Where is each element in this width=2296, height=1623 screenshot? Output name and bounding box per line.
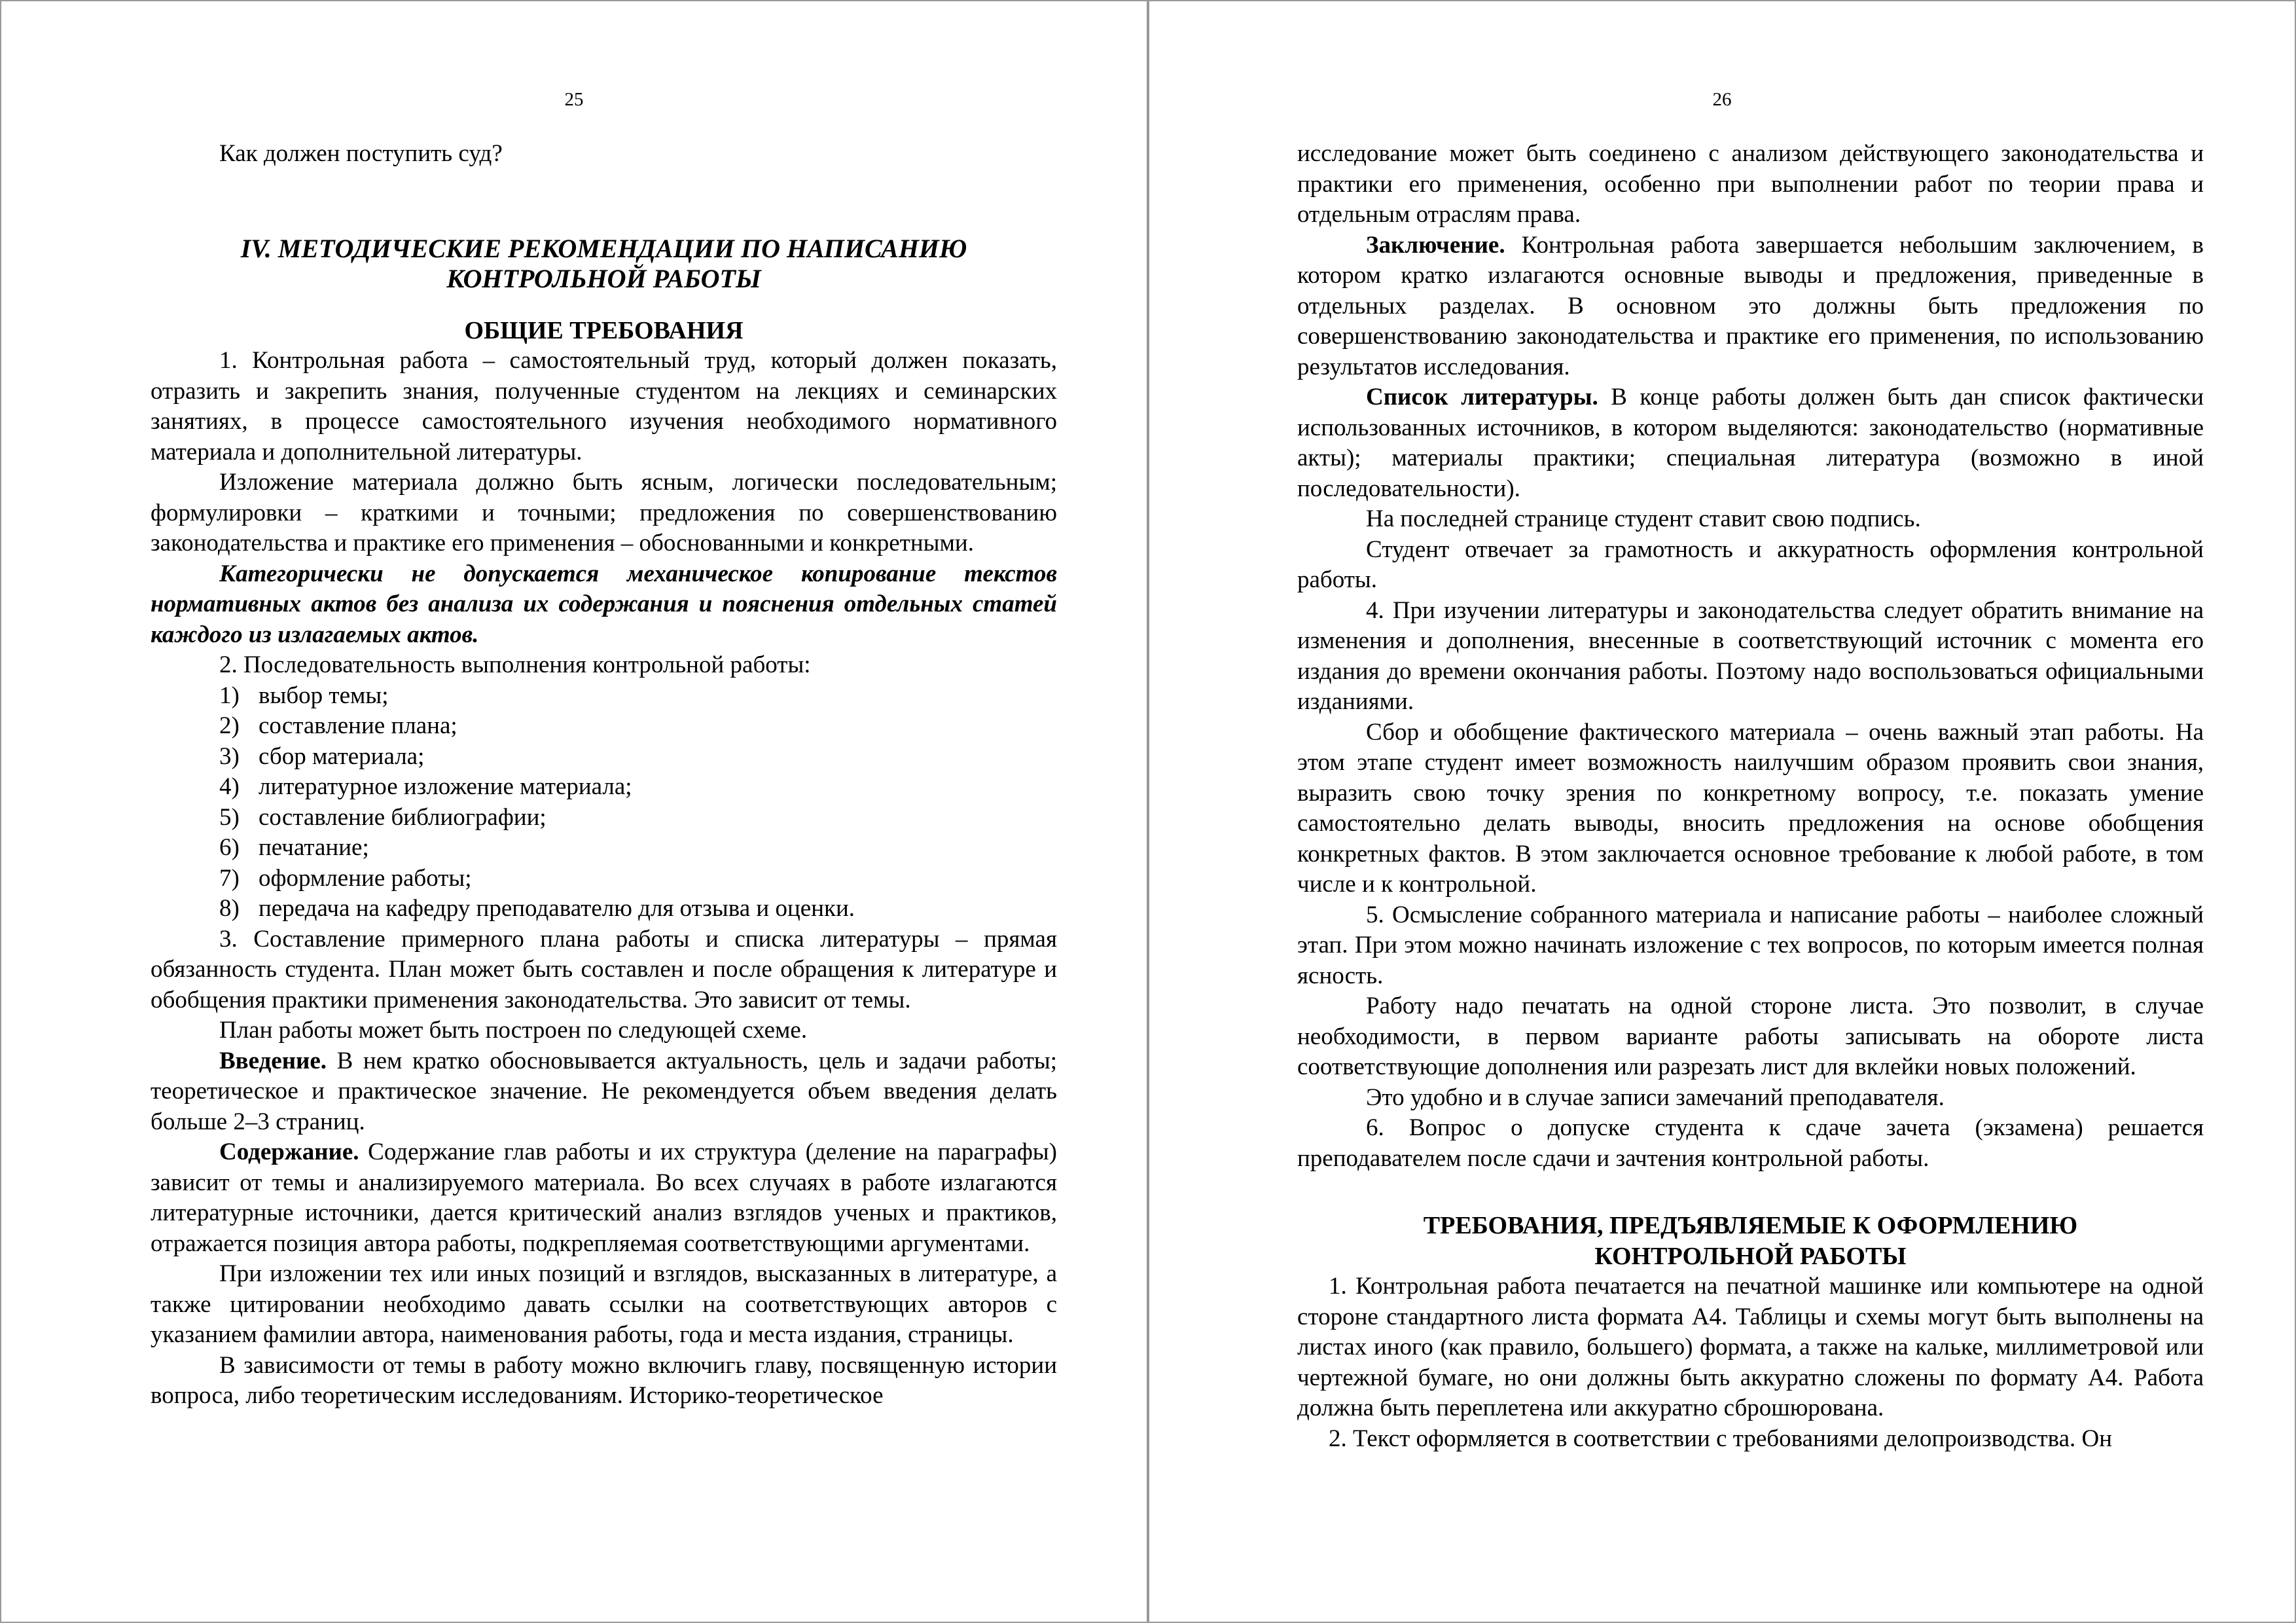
paragraph-conclusion	[1297, 230, 2204, 383]
paragraph-content	[151, 1137, 1057, 1259]
chapter-title-line: КОНТРОЛЬНОЙ РАБОТЫ	[446, 264, 761, 293]
paragraph-emphasis: Категорически не допускается механическое копирование текстов нормативных актов без анализа их содержания и пояснения отдельных статей каждого из излагаемых актов.	[151, 560, 1057, 648]
paragraph: 3. Составление примерного плана работы и списка литературы – прямая обязанность студента. План может быть составлен и после обращения к литературе и обобщения практики применения законодательства. Это зависит от темы.	[151, 925, 1057, 1013]
paragraph: В зависимости от темы в работу можно включигь главу, посвященную истории вопроса, либо теоретическим исследованиям. Историко-теоретическое	[151, 1351, 1057, 1409]
list-item-number: 6)	[219, 834, 240, 861]
introduction-text: В нем кратко обосновывается актуальность, цель и задачи работы; теоретическое и практическое значение. Не рекомендуется объем введения делать больше 2–3 страниц.	[151, 1047, 1057, 1135]
list-item-text: печатание;	[259, 834, 369, 861]
list-item-text: составление плана;	[259, 712, 457, 739]
paragraph: Изложение материала должно быть ясным, логически последовательным; формулировки – краткими и точными; предложения по совершенствованию законодательства и практике его применения – обоснованными и конкретными.	[151, 469, 1057, 556]
paragraph: исследование может быть соединено с анализом действующего законодательства и практики его применения, особенно при выполнении работ по теории права и отдельным отраслям права.	[1297, 140, 2204, 228]
bibliography-label: Список литературы.	[1366, 384, 1598, 410]
list-item-number: 3)	[219, 742, 240, 770]
steps-list	[151, 681, 1057, 924]
paragraph: 6. Вопрос о допуске студента к сдаче зачета (экзамена) решается преподавателем после сдачи и зачтения контрольной работы.	[1297, 1114, 2204, 1172]
list-item-text: выбор темы;	[259, 682, 389, 709]
list-item-number: 2)	[219, 712, 240, 739]
list-item-number: 5)	[219, 803, 240, 831]
question-line: Как должен поступить суд?	[219, 140, 503, 167]
list-item-text: литературное изложение материала;	[259, 773, 632, 800]
list-item-text: сбор материала;	[259, 742, 425, 770]
list-item-text: составление библиографии;	[259, 803, 547, 831]
content-label: Содержание.	[219, 1139, 359, 1165]
list-item-text: оформление работы;	[259, 864, 472, 892]
section-title: ОБЩИЕ ТРЕБОВАНИЯ	[464, 316, 744, 344]
list-item	[151, 894, 1057, 924]
list-item	[151, 772, 1057, 803]
paragraph: При изложении тех или иных позиций и взглядов, высказанных в литературе, а также цитировании необходимо давать ссылки на соответствующих авторов с указанием фамилии автора, наименования работы, года и места издания, страницы.	[151, 1260, 1057, 1348]
section-title	[1297, 1211, 2204, 1271]
list-item	[151, 803, 1057, 833]
paragraph: 2. Последовательность выполнения контрольной работы:	[219, 651, 811, 678]
paragraph: На последней странице студент ставит свою подпись.	[1366, 505, 1921, 532]
section-title-line: КОНТРОЛЬНОЙ РАБОТЫ	[1594, 1242, 1907, 1270]
conclusion-text: Контрольная работа завершается небольшим заключением, в котором кратко излагаются основные выводы и предложения, приведенные в отдельных разделах. В основном это должны быть предложения по совершенствованию законодательства и практике его применения, по использованию результатов исследования.	[1297, 231, 2204, 380]
list-item-number: 4)	[219, 773, 240, 800]
list-item-text: передача на кафедру преподавателю для отзыва и оценки.	[259, 895, 855, 922]
chapter-title-line: IV. МЕТОДИЧЕСКИЕ РЕКОМЕНДАЦИИ ПО НАПИСАНИЮ	[240, 233, 967, 263]
list-item-number: 7)	[219, 864, 240, 892]
list-item	[151, 742, 1057, 773]
page-right	[1148, 0, 2296, 1623]
section-title-line: ТРЕБОВАНИЯ, ПРЕДЪЯВЛЯЕМЫЕ К ОФОРМЛЕНИЮ	[1423, 1212, 2078, 1239]
list-item	[151, 711, 1057, 742]
chapter-title	[151, 234, 1057, 295]
page-content	[151, 139, 1057, 1412]
paragraph: Студент отвечает за грамотность и аккуратность оформления контрольной работы.	[1297, 536, 2204, 593]
paragraph: План работы может быть построен по следующей схеме.	[219, 1017, 808, 1044]
paragraph-bibliography	[1297, 382, 2204, 504]
paragraph: Это удобно и в случае записи замечаний преподавателя.	[1366, 1084, 1945, 1111]
content-text: Содержание глав работы и их структура (деление на параграфы) зависит от темы и анализируемого материала. Во всех случаях в работе излагаются литературные источники, дается критический анализ взглядов ученых и практиков, отражается позиция автора работы, подкрепляемая соответствующими аргументами.	[151, 1139, 1057, 1257]
paragraph: 1. Контрольная работа печатается на печатной машинке или компьютере на одной стороне стандартного листа формата А4. Таблицы и схемы могут быть выполнены на листах иного (как правило, большего) формата, а также на кальке, миллиметровой или чертежной бумаге, но они должны быть аккуратно сложены по формату А4. Работа должна быть переплетена или аккуратно сброшюрована.	[1297, 1273, 2204, 1421]
paragraph: Работу надо печатать на одной стороне листа. Это позволит, в случае необходимости, в первом варианте работы записывать на обороте листа соответствующие дополнения или разрезать лист для вклейки новых положений.	[1297, 993, 2204, 1080]
introduction-label: Введение.	[219, 1047, 327, 1074]
paragraph: Сбор и обобщение фактического материала – очень важный этап работы. На этом этапе студент имеет возможность наилучшим образом проявить свои знания, выразить свою точку зрения по конкретному вопросу, т.е. показать умение самостоятельно делать выводы, вносить предложения на основе обобщения конкретных фактов. В этом заключается основное требование к любой работе, в том числе и к контрольной.	[1297, 718, 2204, 898]
list-item	[151, 833, 1057, 864]
paragraph: 1. Контрольная работа – самостоятельный труд, который должен показать, отразить и закрепить знания, полученные студентом на лекциях и семинарских занятиях, в процессе самостоятельного изучения необходимого нормативного материала и дополнительной литературы.	[151, 347, 1057, 465]
list-item-number: 1)	[219, 682, 240, 709]
paragraph: 2. Текст оформляется в соответствии с требованиями делопроизводства. Он	[1329, 1425, 2113, 1452]
paragraph-introduction	[151, 1046, 1057, 1138]
list-item	[151, 681, 1057, 712]
page-number: 26	[1712, 89, 1732, 110]
paragraph: 5. Осмысление собранного материала и написание работы – наиболее сложный этап. При этом можно начинать изложение с тех вопросов, по которым имеется полная ясность.	[1297, 901, 2204, 989]
page-number: 25	[564, 89, 584, 110]
page-content	[1297, 139, 2204, 1454]
bibliography-text: В конце работы должен быть дан список фактически использованных источников, в котором выделяются: законодательство (нормативные акты); материалы практики; специальная литература (возможно в иной последовательности).	[1297, 384, 2204, 502]
paragraph: 4. При изучении литературы и законодательства следует обратить внимание на изменения и дополнения, внесенные в соответствующий источник с момента его издания до времени окончания работы. Поэтому надо воспользоваться официальными изданиями.	[1297, 596, 2204, 715]
list-item	[151, 864, 1057, 894]
list-item-number: 8)	[219, 895, 240, 922]
conclusion-label: Заключение.	[1366, 231, 1505, 259]
